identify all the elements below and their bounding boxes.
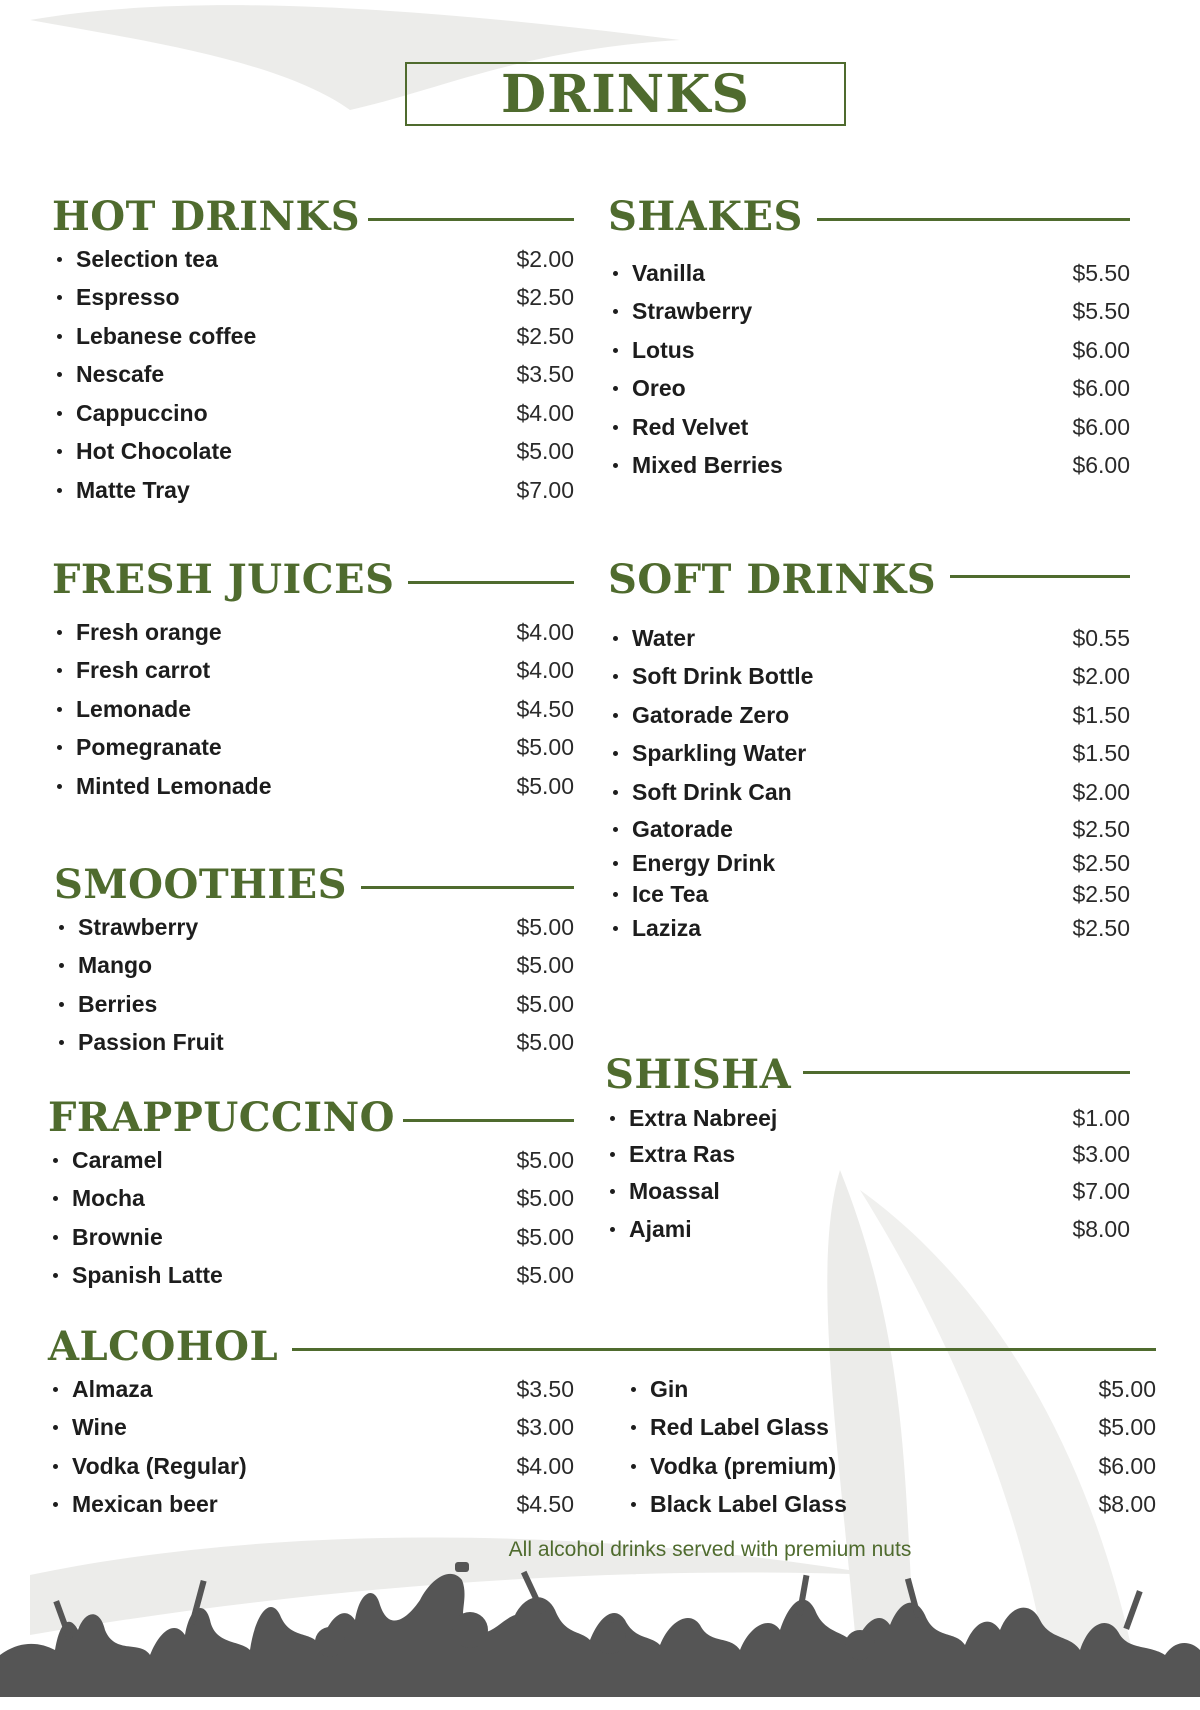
section-title: SHAKES xyxy=(608,192,803,240)
bullet-icon xyxy=(631,1387,636,1392)
item-price: $2.50 xyxy=(516,284,574,311)
bullet-icon xyxy=(613,463,618,468)
section-title: SMOOTHIES xyxy=(54,860,347,908)
divider-line xyxy=(950,575,1130,578)
item-name: Berries xyxy=(78,990,158,1017)
item-price: $3.50 xyxy=(516,1375,574,1402)
item-price: $2.50 xyxy=(1072,915,1130,942)
bullet-icon xyxy=(53,1273,58,1278)
bullet-icon xyxy=(57,668,62,673)
item-name: Ajami xyxy=(629,1216,692,1243)
menu-item xyxy=(54,947,574,986)
item-price: $2.00 xyxy=(516,245,574,272)
menu-item xyxy=(48,1447,574,1486)
item-name: Spanish Latte xyxy=(72,1262,223,1289)
section-soft-drinks xyxy=(608,555,1130,948)
item-name: Vanilla xyxy=(632,259,705,286)
bullet-icon xyxy=(57,295,62,300)
bullet-icon xyxy=(57,411,62,416)
item-price: $6.00 xyxy=(1072,413,1130,440)
item-price: $6.00 xyxy=(1072,452,1130,479)
section-title: FRESH JUICES xyxy=(52,555,395,603)
menu-item xyxy=(608,619,1130,658)
menu-item xyxy=(52,433,574,472)
item-price: $8.00 xyxy=(1098,1491,1156,1518)
bullet-icon xyxy=(57,784,62,789)
item-name: Nescafe xyxy=(76,361,165,388)
item-price: $5.00 xyxy=(516,1029,574,1056)
item-name: Gatorade Zero xyxy=(632,701,790,728)
bullet-icon xyxy=(631,1502,636,1507)
bullet-icon xyxy=(613,674,618,679)
section-header xyxy=(52,192,574,240)
menu-item xyxy=(52,279,574,318)
menu-item xyxy=(605,1136,1130,1172)
divider-line xyxy=(403,1119,574,1122)
divider-line xyxy=(292,1348,1156,1351)
menu-item xyxy=(608,910,1130,949)
item-price: $2.50 xyxy=(1072,816,1130,842)
item-price: $2.50 xyxy=(1072,849,1130,876)
bullet-icon xyxy=(610,1152,615,1157)
menu-item xyxy=(52,394,574,433)
bullet-icon xyxy=(59,1002,64,1007)
item-price: $2.50 xyxy=(516,322,574,349)
item-name: Vodka (Regular) xyxy=(72,1452,247,1479)
item-name: Moassal xyxy=(629,1177,720,1204)
menu-item xyxy=(608,370,1130,409)
menu-item xyxy=(48,1218,574,1257)
item-price: $6.00 xyxy=(1072,336,1130,363)
bullet-icon xyxy=(613,751,618,756)
bullet-icon xyxy=(57,372,62,377)
menu-item xyxy=(52,767,574,806)
item-name: Water xyxy=(632,624,696,651)
bullet-icon xyxy=(613,386,618,391)
bullet-icon xyxy=(613,861,618,866)
item-price: $5.00 xyxy=(516,990,574,1017)
bullet-icon xyxy=(613,425,618,430)
item-price: $5.00 xyxy=(516,772,574,799)
item-name: Sparkling Water xyxy=(632,740,807,767)
item-price: $3.00 xyxy=(1072,1140,1130,1167)
menu-item xyxy=(608,254,1130,293)
menu-item xyxy=(52,652,574,691)
item-price: $4.00 xyxy=(516,1452,574,1479)
section-fresh-juices xyxy=(52,555,574,806)
menu-item xyxy=(626,1486,1156,1525)
item-name: Extra Ras xyxy=(629,1140,736,1167)
bullet-icon xyxy=(613,636,618,641)
item-price: $5.00 xyxy=(516,952,574,979)
bullet-icon xyxy=(610,1227,615,1232)
item-price: $7.00 xyxy=(516,476,574,503)
menu-item xyxy=(605,1100,1130,1136)
bullet-icon xyxy=(613,713,618,718)
item-price: $5.50 xyxy=(1072,298,1130,325)
bullet-icon xyxy=(53,1387,58,1392)
item-price: $8.00 xyxy=(1072,1216,1130,1243)
item-name: Mixed Berries xyxy=(632,452,783,479)
item-name: Lotus xyxy=(632,336,695,363)
bullet-icon xyxy=(53,1425,58,1430)
item-price: $4.50 xyxy=(516,1491,574,1518)
item-price: $5.50 xyxy=(1072,259,1130,286)
item-price: $5.00 xyxy=(516,1262,574,1289)
divider-line xyxy=(817,218,1130,221)
item-name: Laziza xyxy=(632,915,702,942)
item-name: Mexican beer xyxy=(72,1491,218,1518)
menu-item xyxy=(48,1180,574,1219)
item-name: Ice Tea xyxy=(632,880,709,907)
item-price: $1.50 xyxy=(1072,701,1130,728)
bullet-icon xyxy=(613,790,618,795)
item-name: Soft Drink Can xyxy=(632,778,792,805)
menu-item xyxy=(608,696,1130,735)
bullet-icon xyxy=(53,1196,58,1201)
bullet-icon xyxy=(53,1158,58,1163)
section-header xyxy=(48,1322,1156,1370)
item-price: $1.50 xyxy=(1072,740,1130,767)
item-price: $3.00 xyxy=(516,1414,574,1441)
item-name: Oreo xyxy=(632,375,686,402)
divider-line xyxy=(803,1071,1130,1074)
title-frame xyxy=(405,62,846,126)
item-name: Vodka (premium) xyxy=(650,1452,837,1479)
alcohol-right-column xyxy=(626,1370,1156,1524)
section-header xyxy=(608,555,1130,603)
bullet-icon xyxy=(53,1502,58,1507)
menu-item xyxy=(608,447,1130,486)
section-frappuccino xyxy=(48,1093,574,1295)
menu-item xyxy=(48,1409,574,1448)
bullet-icon xyxy=(59,925,64,930)
item-name: Hot Chocolate xyxy=(76,438,232,465)
item-name: Gin xyxy=(650,1375,689,1402)
item-price: $5.00 xyxy=(1098,1375,1156,1402)
section-title: SHISHA xyxy=(605,1050,792,1098)
item-name: Selection tea xyxy=(76,245,218,272)
bullet-icon xyxy=(57,630,62,635)
section-title: FRAPPUCCINO xyxy=(48,1093,396,1141)
menu-item xyxy=(52,317,574,356)
bullet-icon xyxy=(613,271,618,276)
bullet-icon xyxy=(610,1189,615,1194)
item-price: $6.00 xyxy=(1072,375,1130,402)
item-name: Fresh orange xyxy=(76,618,222,645)
item-name: Extra Nabreej xyxy=(629,1104,778,1131)
item-price: $5.00 xyxy=(516,913,574,940)
section-hot-drinks xyxy=(52,192,574,510)
menu-item xyxy=(608,812,1130,848)
bullet-icon xyxy=(613,892,618,897)
section-header xyxy=(608,192,1130,240)
section-title: HOT DRINKS xyxy=(52,192,361,240)
item-name: Cappuccino xyxy=(76,399,208,426)
menu-item xyxy=(48,1257,574,1296)
divider-line xyxy=(408,581,574,584)
bullet-icon xyxy=(631,1464,636,1469)
menu-item xyxy=(48,1370,574,1409)
item-price: $5.00 xyxy=(516,438,574,465)
bullet-icon xyxy=(59,1040,64,1045)
item-name: Soft Drink Bottle xyxy=(632,663,814,690)
item-price: $4.00 xyxy=(516,618,574,645)
menu-item xyxy=(52,729,574,768)
section-header xyxy=(605,1050,1130,1098)
footnote: All alcohol drinks served with premium nuts xyxy=(508,1538,912,1561)
item-price: $5.00 xyxy=(516,1223,574,1250)
item-name: Red Velvet xyxy=(632,413,749,440)
bullet-icon xyxy=(57,488,62,493)
item-price: $2.00 xyxy=(1072,663,1130,690)
menu-item xyxy=(626,1370,1156,1409)
bullet-icon xyxy=(613,926,618,931)
item-price: $7.00 xyxy=(1072,1177,1130,1204)
menu-item xyxy=(605,1172,1130,1211)
menu-item xyxy=(608,658,1130,697)
menu-item xyxy=(52,471,574,510)
item-price: $6.00 xyxy=(1098,1452,1156,1479)
item-price: $5.00 xyxy=(516,734,574,761)
menu-item xyxy=(52,356,574,395)
crowd-silhouette-icon xyxy=(0,1560,1200,1697)
divider-line xyxy=(368,218,574,221)
section-shisha xyxy=(605,1050,1130,1249)
menu-item xyxy=(54,908,574,947)
menu-item xyxy=(48,1141,574,1180)
item-name: Almaza xyxy=(72,1375,153,1402)
menu-item xyxy=(54,1024,574,1063)
item-price: $0.55 xyxy=(1072,624,1130,651)
menu-item xyxy=(605,1211,1130,1250)
menu-item xyxy=(54,985,574,1024)
item-price: $2.50 xyxy=(1072,880,1130,907)
bullet-icon xyxy=(613,827,618,832)
item-name: Strawberry xyxy=(632,298,753,325)
bullet-icon xyxy=(613,348,618,353)
item-price: $5.00 xyxy=(516,1146,574,1173)
menu-item xyxy=(52,240,574,279)
menu-item xyxy=(608,773,1130,812)
section-title: SOFT DRINKS xyxy=(608,555,937,603)
item-name: Mocha xyxy=(72,1185,145,1212)
menu-item xyxy=(608,879,1130,910)
item-name: Strawberry xyxy=(78,913,199,940)
item-name: Passion Fruit xyxy=(78,1029,224,1056)
bullet-icon xyxy=(57,257,62,262)
item-name: Lemonade xyxy=(76,695,192,722)
bullet-icon xyxy=(53,1464,58,1469)
section-title: ALCOHOL xyxy=(48,1322,279,1370)
bullet-icon xyxy=(59,963,64,968)
item-price: $5.00 xyxy=(1098,1414,1156,1441)
item-name: Black Label Glass xyxy=(650,1491,847,1518)
item-price: $2.00 xyxy=(1072,778,1130,805)
bullet-icon xyxy=(57,707,62,712)
item-price: $3.50 xyxy=(516,361,574,388)
item-price: $4.00 xyxy=(516,657,574,684)
item-name: Pomegranate xyxy=(76,734,222,761)
item-price: $4.50 xyxy=(516,695,574,722)
page-title: DRINKS xyxy=(501,63,750,125)
menu-item xyxy=(52,690,574,729)
item-name: Lebanese coffee xyxy=(76,322,257,349)
menu-item xyxy=(626,1447,1156,1486)
bullet-icon xyxy=(57,449,62,454)
menu-item xyxy=(626,1409,1156,1448)
item-name: Mango xyxy=(78,952,153,979)
menu-item xyxy=(608,408,1130,447)
item-name: Wine xyxy=(72,1414,127,1441)
bullet-icon xyxy=(631,1425,636,1430)
item-price: $1.00 xyxy=(1072,1104,1130,1131)
divider-line xyxy=(361,886,574,889)
item-price: $5.00 xyxy=(516,1185,574,1212)
alcohol-left-column xyxy=(48,1370,574,1524)
item-name: Matte Tray xyxy=(76,476,190,503)
menu-item xyxy=(52,613,574,652)
bullet-icon xyxy=(613,309,618,314)
item-name: Caramel xyxy=(72,1146,163,1173)
section-header xyxy=(54,860,574,908)
section-shakes xyxy=(608,192,1130,485)
item-price: $4.00 xyxy=(516,399,574,426)
menu-item xyxy=(608,735,1130,774)
bullet-icon xyxy=(53,1235,58,1240)
item-name: Minted Lemonade xyxy=(76,772,272,799)
item-name: Gatorade xyxy=(632,816,733,842)
item-name: Espresso xyxy=(76,284,180,311)
section-alcohol xyxy=(48,1322,1156,1524)
section-header xyxy=(52,555,574,603)
menu-item xyxy=(608,331,1130,370)
bullet-icon xyxy=(57,334,62,339)
menu-item xyxy=(608,848,1130,879)
bullet-icon xyxy=(610,1116,615,1121)
item-name: Energy Drink xyxy=(632,849,776,876)
menu-item xyxy=(48,1486,574,1525)
menu-item xyxy=(608,293,1130,332)
item-name: Fresh carrot xyxy=(76,657,211,684)
item-name: Red Label Glass xyxy=(650,1414,829,1441)
section-header xyxy=(48,1093,574,1141)
bullet-icon xyxy=(57,745,62,750)
section-smoothies xyxy=(54,860,574,1062)
item-name: Brownie xyxy=(72,1223,163,1250)
